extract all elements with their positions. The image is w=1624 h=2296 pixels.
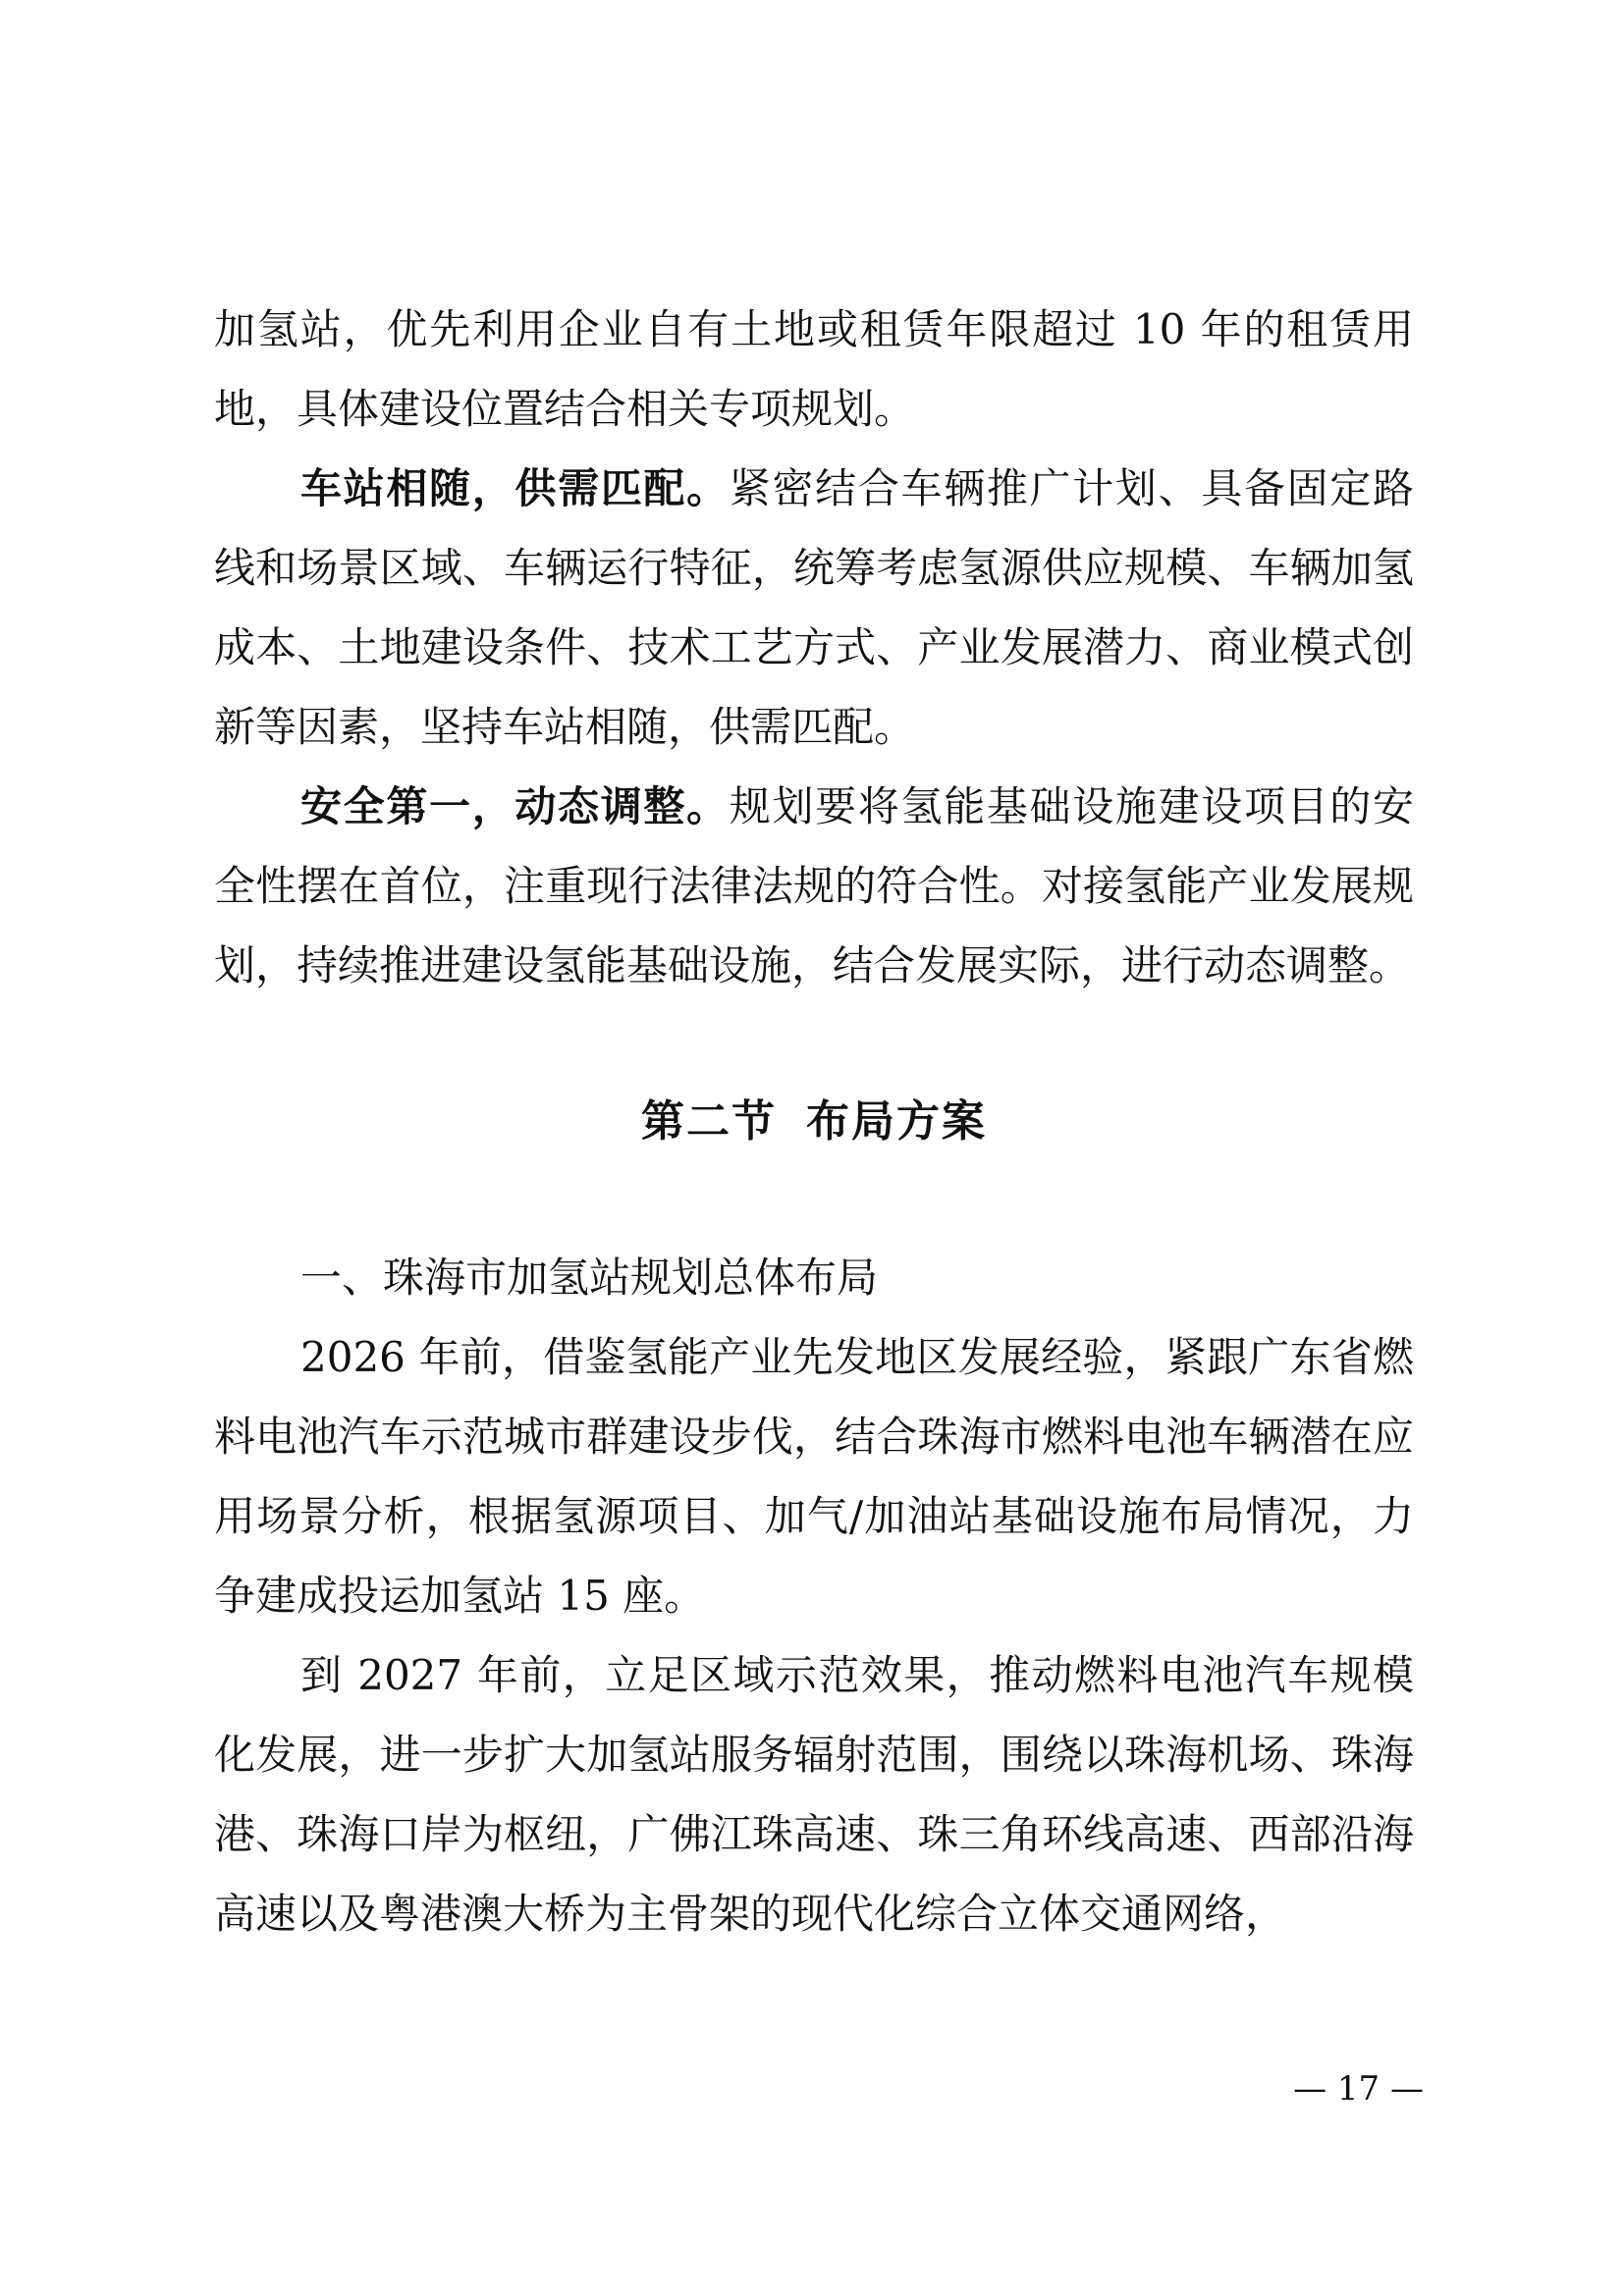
section-number: 第二节 [641,1096,777,1147]
paragraph-safety-first [214,767,1414,1005]
paragraph-2027-plan: 到 2027 年前，立足区域示范效果，推动燃料电池汽车规模化发展，进一步扩大加氢站服务辐射范围，围绕以珠海机场、珠海港、珠海口岸为枢纽，广佛江珠高速、珠三角环线高速、西部沿海高速以及粤港澳大桥为主骨架的现代化综合立体交通网络， [214,1651,1414,1938]
paragraph-continued: 加氢站，优先利用企业自有土地或租赁年限超过 10 年的租赁用地，具体建设位置结合相关专项规划。 [214,305,1414,433]
section-heading [214,1082,1414,1161]
paragraph-2026-plan: 2026 年前，借鉴氢能产业先发地区发展经验，紧跟广东省燃料电池汽车示范城市群建设步伐，结合珠海市燃料电池车辆潜在应用场景分析，根据氢源项目、加气/加油站基础设施布局情况，力争建成投运加氢站 15 座。 [214,1333,1414,1620]
page-number: — 17 — [1293,2069,1424,2109]
page-body [214,290,1414,1953]
paragraph-lead-bold: 安全第一，动态调整。 [300,782,730,830]
subheading: 一、珠海市加氢站规划总体布局 [300,1254,879,1302]
paragraph-station-matching [214,449,1414,767]
paragraph-text: 规划要将氢能基础设施建设项目的安全性摆在首位，注重现行法律法规的符合性。对接氢能产业发展规划，持续推进建设氢能基础设施，结合发展实际，进行动态调整。 [214,782,1414,989]
section-title: 布局方案 [806,1096,987,1147]
paragraph-text: 紧密结合车辆推广计划、具备固定路线和场景区域、车辆运行特征，统筹考虑氢源供应规模、车辆加氢成本、土地建设条件、技术工艺方式、产业发展潜力、商业模式创新等因素，坚持车站相随，供需匹配。 [214,464,1414,751]
paragraph-lead-bold: 车站相随，供需匹配。 [300,464,730,512]
